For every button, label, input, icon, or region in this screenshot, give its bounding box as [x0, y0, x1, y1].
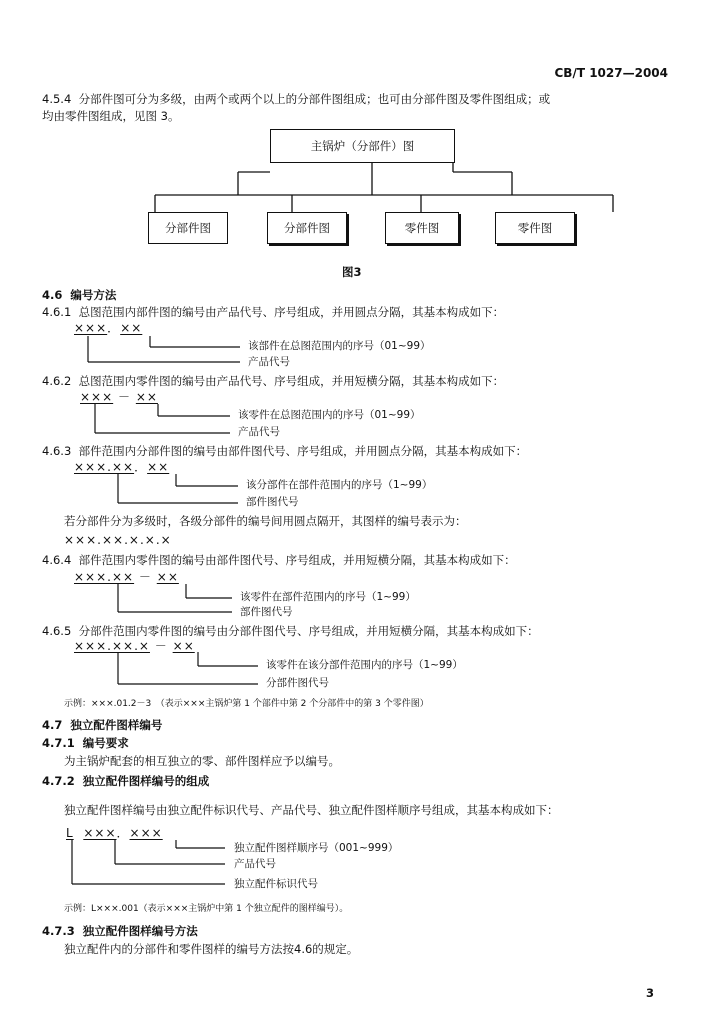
separator: －: [138, 570, 152, 584]
section-number: 4.6: [42, 288, 63, 302]
section-4-6: [42, 288, 116, 303]
standalone-identifier-placeholder: L: [66, 826, 74, 840]
product-code-placeholder: ×××: [74, 321, 108, 335]
clause-4-7-1: [42, 736, 129, 751]
clause-text: 部件范围内分部件图的编号由部件图代号、序号组成，并用圆点分隔，其基本构成如下：: [78, 444, 528, 458]
section-title: 编号方法: [70, 288, 117, 302]
clause-number: 4.6.4: [42, 553, 72, 567]
code-format-4-6-4: [74, 570, 179, 584]
clause-4-6-1: [42, 305, 504, 320]
clause-text: 总图范围内零件图的编号由产品代号、序号组成，并用短横分隔，其基本构成如下：: [78, 374, 505, 388]
clause-4-7-1-text: 为主锅炉配套的相互独立的零、部件图样应予以编号。: [64, 754, 340, 768]
multi-level-note: 若分部件分为多级时，各级分部件的编号间用圆点隔开，其图样的编号表示为：: [64, 514, 467, 528]
multi-level-example: ×××.××.×.×.×: [64, 533, 172, 547]
label-serial: 该零件在总图范围内的序号（01~99）: [238, 409, 421, 421]
clause-number: 4.7.3: [42, 924, 75, 938]
clause-4-7-3-text: 独立配件内的分部件和零件图样的编号方法按4.6的规定。: [64, 942, 359, 956]
section-title: 独立配件图样编号: [70, 718, 163, 732]
clause-number: 4.7.2: [42, 774, 75, 788]
clause-title: 编号要求: [82, 736, 129, 750]
section-4-7: [42, 718, 162, 733]
clause-4-6-4: [42, 553, 516, 568]
clause-text: 部件范围内零件图的编号由部件图代号、序号组成，并用短横分隔，其基本构成如下：: [78, 553, 516, 567]
serial-placeholder: ××: [156, 570, 179, 584]
clause-number: 4.6.2: [42, 374, 72, 388]
assembly-code-placeholder: ×××.××: [74, 460, 135, 474]
clause-4-7-3: [42, 924, 198, 939]
serial-placeholder: ××: [120, 321, 143, 335]
label-product-code: 产品代号: [248, 356, 290, 368]
clause-4-7-2: [42, 774, 209, 789]
section-number: 4.7: [42, 718, 63, 732]
standard-code: CB/T 1027—2004: [554, 66, 668, 80]
separator: ．: [134, 460, 148, 474]
clause-text-line2: 均由零件图组成，见图 3。: [42, 109, 180, 123]
serial-placeholder: ××: [147, 460, 170, 474]
clause-title: 独立配件图样编号的组成: [82, 774, 210, 788]
product-code-placeholder: ×××: [80, 390, 114, 404]
part-drawing-box-2: 零件图: [495, 212, 575, 244]
subassembly-drawing-box-1: 分部件图: [148, 212, 228, 244]
label-serial: 独立配件图样顺序号（001~999）: [234, 842, 399, 854]
serial-placeholder: ×××: [129, 826, 163, 840]
separator: ．: [107, 321, 121, 335]
code-format-4-7-2: [66, 826, 163, 840]
clause-title: 独立配件图样编号方法: [82, 924, 198, 938]
separator: －: [154, 639, 168, 653]
clause-number: 4.7.1: [42, 736, 75, 750]
separator: ．: [116, 826, 130, 840]
label-assembly-code: 部件图代号: [240, 606, 293, 618]
label-product-code: 产品代号: [234, 858, 276, 870]
label-assembly-code: 部件图代号: [246, 496, 299, 508]
serial-placeholder: ××: [172, 639, 195, 653]
example-4-7-2: 示例：L×××.001（表示×××主锅炉中第 1 个独立配件的图样编号）。: [64, 904, 349, 914]
subassembly-drawing-box-2: 分部件图: [267, 212, 347, 244]
label-serial: 该零件在该分部件范围内的序号（1~99）: [266, 659, 463, 671]
clause-number: 4.5.4: [42, 92, 72, 106]
clause-text-line1: 分部件图可分为多级，由两个或两个以上的分部件图组成；也可由分部件图及零件图组成；或: [78, 92, 551, 106]
code-format-4-6-5: [74, 639, 195, 653]
clause-number: 4.6.3: [42, 444, 72, 458]
subassembly-code-placeholder: ×××.××.×: [74, 639, 150, 653]
separator: －: [118, 390, 132, 404]
product-code-placeholder: ×××: [83, 826, 117, 840]
main-boiler-drawing-box: 主锅炉（分部件）图: [270, 129, 455, 163]
label-serial: 该分部件在部件范围内的序号（1~99）: [246, 479, 433, 491]
serial-placeholder: ××: [135, 390, 158, 404]
clause-4-6-3: [42, 444, 527, 459]
clause-4-7-2-text: 独立配件图样编号由独立配件标识代号、产品代号、独立配件图样顺序号组成，其基本构成如下：: [64, 803, 559, 817]
part-drawing-box-1: 零件图: [385, 212, 459, 244]
clause-number: 4.6.1: [42, 305, 72, 319]
clause-text: 分部件范围内零件图的编号由分部件图代号、序号组成，并用短横分隔，其基本构成如下：: [78, 624, 539, 638]
clause-text: 总图范围内部件图的编号由产品代号、序号组成，并用圆点分隔，其基本构成如下：: [78, 305, 505, 319]
clause-number: 4.6.5: [42, 624, 72, 638]
label-subassembly-code: 分部件图代号: [266, 677, 329, 689]
code-format-4-6-3: [74, 460, 169, 474]
page-number: 3: [645, 986, 654, 1000]
label-product-code: 产品代号: [238, 426, 280, 438]
figure-caption: 图3: [342, 265, 362, 279]
example-4-6-5: 示例：×××.01.2－3 （表示×××主锅炉第 1 个部件中第 2 个分部件中的第 3 个零件图）: [64, 699, 429, 709]
clause-4-6-2: [42, 374, 504, 389]
label-serial: 该部件在总图范围内的序号（01~99）: [248, 340, 431, 352]
label-standalone-identifier: 独立配件标识代号: [234, 878, 318, 890]
label-serial: 该零件在部件范围内的序号（1~99）: [240, 591, 416, 603]
clause-4-6-5: [42, 624, 539, 639]
assembly-code-placeholder: ×××.××: [74, 570, 135, 584]
code-format-4-6-1: [74, 321, 142, 335]
code-format-4-6-2: [80, 390, 158, 404]
